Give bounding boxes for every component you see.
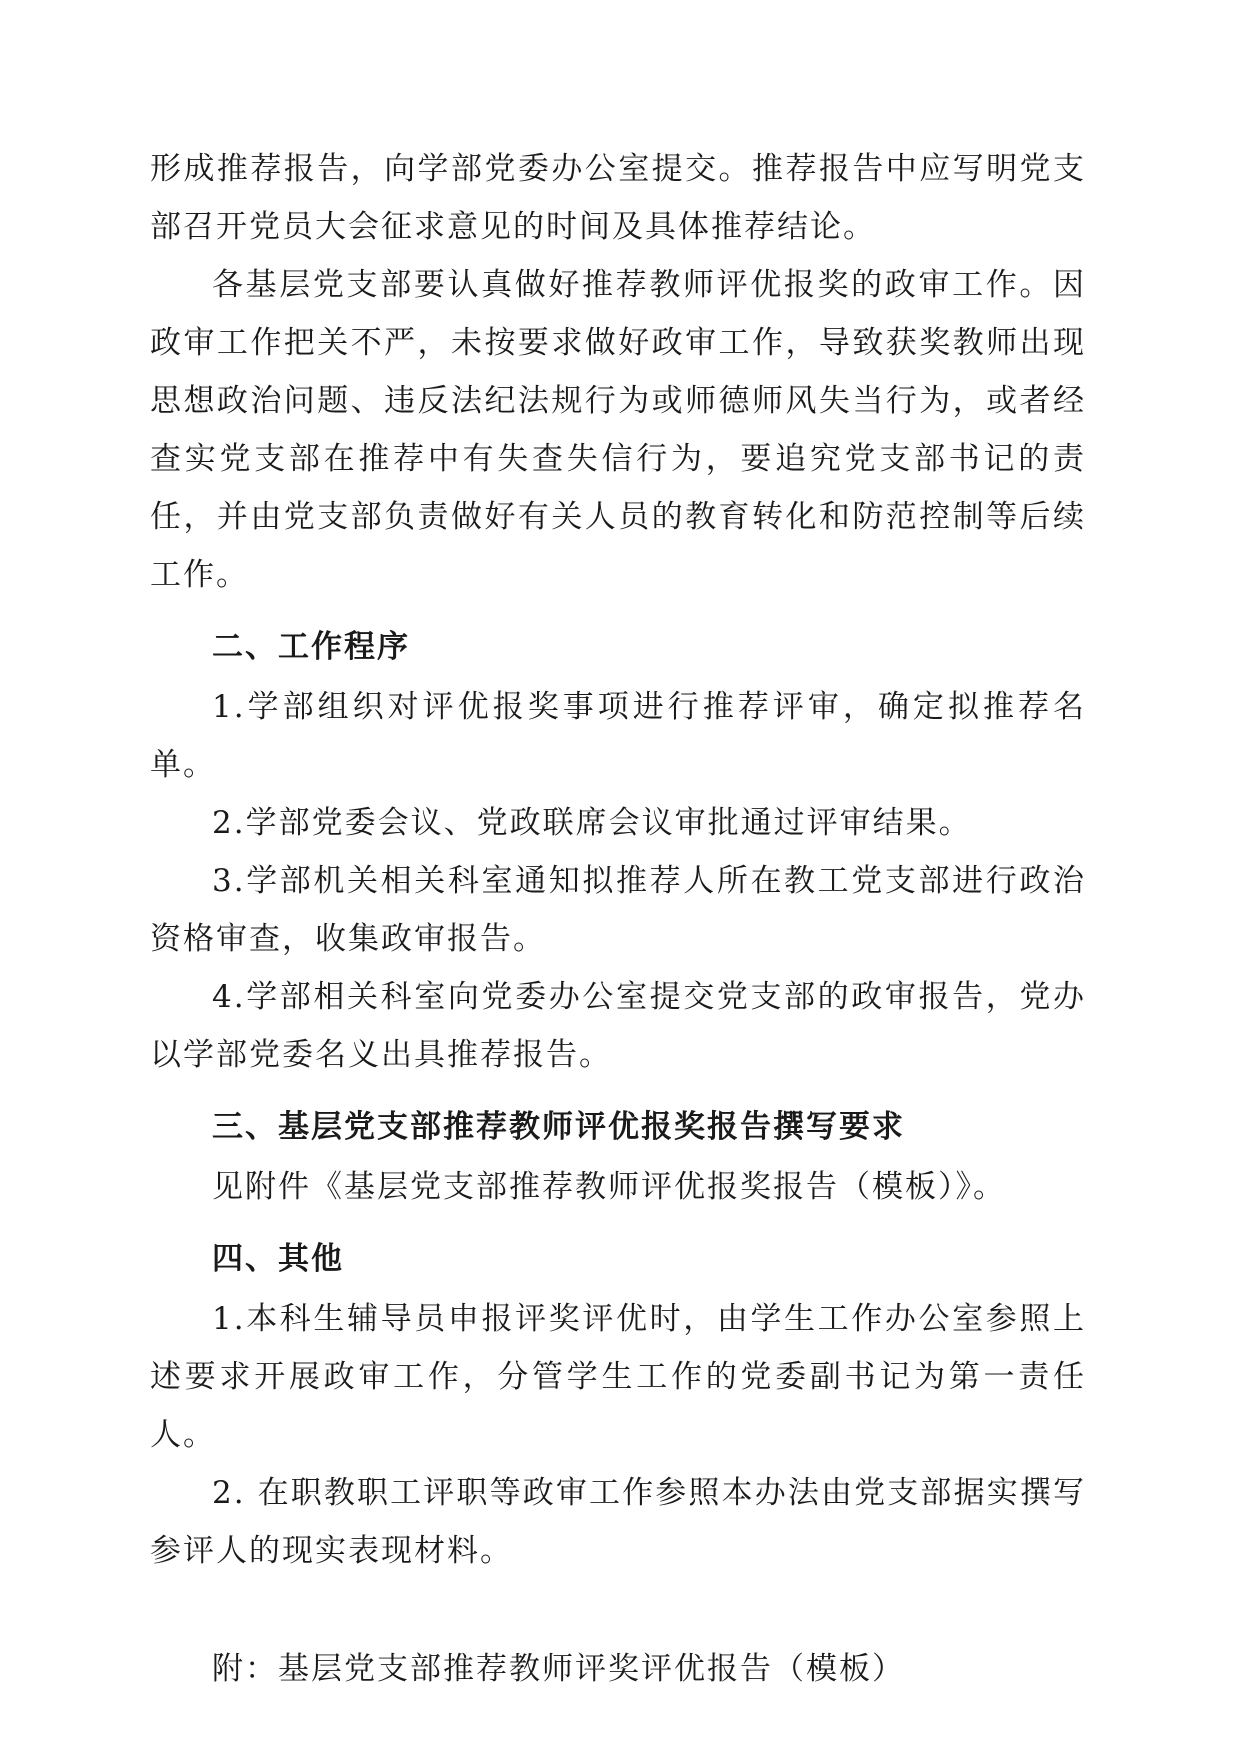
procedure-item-4: 4.学部相关科室向党委办公室提交党支部的政审报告，党办以学部党委名义出具推荐报告。 [150,979,1086,1073]
other-item-2: 2. 在职教职工评职等政审工作参照本办法由党支部据实撰写参评人的现实表现材料。 [150,1475,1086,1569]
paragraph-continuation: 形成推荐报告，向学部党委办公室提交。推荐报告中应写明党支部召开党员大会征求意见的时间及具体推荐结论。 [150,151,1086,245]
spacer [150,1580,1086,1640]
procedure-item-2: 2.学部党委会议、党政联席会议审批通过评审结果。 [212,805,972,841]
paragraph-political-review: 各基层党支部要认真做好推荐教师评优报奖的政审工作。因政审工作把关不严，未按要求做好政审工作，导致获奖教师出现思想政治问题、违反法纪法规行为或师德师风失当行为，或者经查实党支部在推荐中有失查失信行为，要追究党支部书记的责任，并由党支部负责做好有关人员的教育转化和防范控制等后续工作。 [150,267,1086,593]
section-heading-other: 四、其他 [212,1241,344,1277]
section-heading-report-requirements: 三、基层党支部推荐教师评优报奖报告撰写要求 [212,1109,905,1145]
procedure-item-1: 1.学部组织对评优报奖事项进行推荐评审，确定拟推荐名单。 [150,689,1086,783]
document-page [150,140,1086,1698]
attachment-line: 附：基层党支部推荐教师评奖评优报告（模板） [212,1651,905,1687]
other-item-1: 1.本科生辅导员申报评奖评优时，由学生工作办公室参照上述要求开展政审工作，分管学生工作的党委副书记为第一责任人。 [150,1301,1086,1453]
section-heading-procedure: 二、工作程序 [212,629,410,665]
report-requirements-text: 见附件《基层党支部推荐教师评优报奖报告（模板）》。 [212,1169,1006,1205]
procedure-item-3: 3.学部机关相关科室通知拟推荐人所在教工党支部进行政治资格审查，收集政审报告。 [150,863,1086,957]
